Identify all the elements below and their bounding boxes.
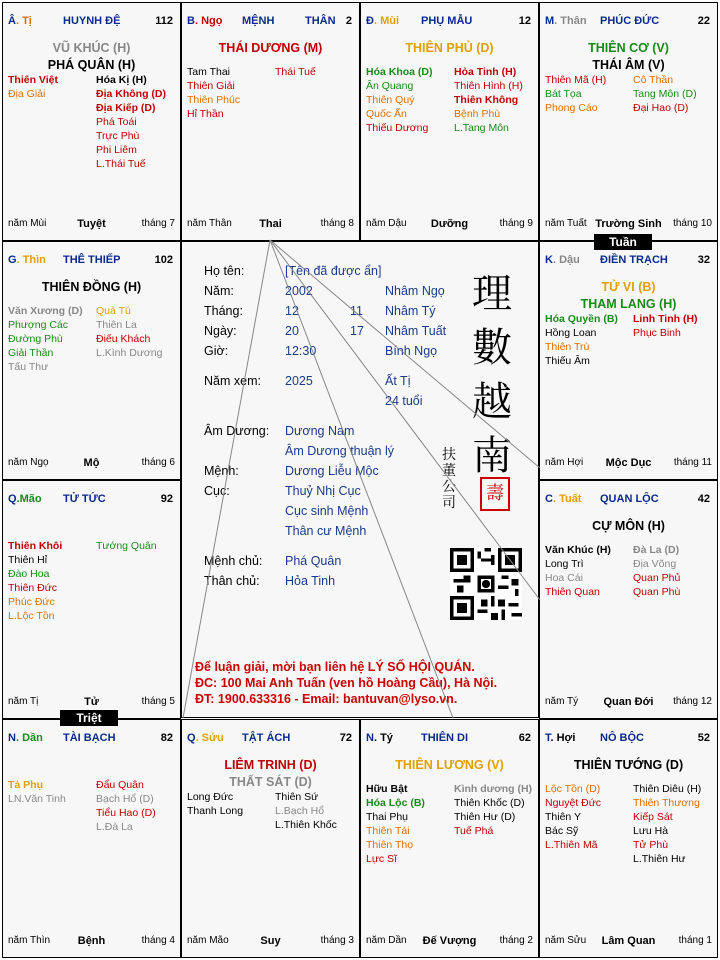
palace-name: PHÚC ĐỨC: [600, 15, 660, 27]
minor-star: L.Tang Môn: [454, 122, 509, 134]
main-star: THAM LANG (H): [580, 297, 677, 311]
palace-name: THIÊN DI: [421, 732, 469, 744]
minor-star: Tử Phù: [633, 839, 669, 851]
day-label: Ngày:: [204, 324, 237, 338]
minor-star: Hỉ Thần: [187, 108, 224, 120]
right-star-list: [96, 539, 157, 553]
qr-code[interactable]: [450, 548, 522, 620]
palace-number: 102: [154, 254, 173, 266]
main-star: THẤT SÁT (D): [229, 775, 312, 789]
palace-footer: [545, 696, 712, 710]
month-label: tháng 6: [141, 457, 175, 468]
than-chu-value: Hỏa Tinh: [285, 574, 336, 588]
minor-star: Thiên Thọ: [366, 839, 414, 851]
month-label: tháng 8: [320, 218, 354, 229]
minor-star: Hóa Quyền (B): [545, 313, 618, 325]
hour-label: Giờ:: [204, 344, 229, 358]
palace-tuat[interactable]: [539, 480, 718, 719]
palace-ti[interactable]: [2, 2, 181, 241]
minor-star: Đẩu Quân: [96, 779, 144, 791]
branch-label: B. Ngọ: [187, 15, 223, 27]
branch-label: Q.Mão: [8, 493, 42, 505]
minor-star: Đại Hao (D): [633, 102, 689, 114]
minor-star: Bác Sỹ: [545, 825, 579, 837]
minor-star: Thai Phụ: [366, 811, 409, 823]
palace-footer: [187, 218, 354, 232]
right-star-list: [96, 73, 166, 171]
palace-name: NÔ BỘC: [600, 732, 644, 744]
company-calligraphy: 扶董公司: [442, 447, 456, 511]
star-columns: [187, 65, 354, 215]
month-label: Tháng:: [204, 304, 243, 318]
main-star: THIÊN TƯỚNG (D): [573, 758, 684, 772]
menh-value: Dương Liễu Mộc: [285, 464, 379, 478]
star-columns: [8, 778, 175, 928]
month-label: tháng 2: [499, 935, 533, 946]
contact-line-2: ĐC: 100 Mai Anh Tuấn (ven hồ Hoàng Cầu), Hà Nội.: [195, 676, 498, 690]
palace-ty[interactable]: [360, 719, 539, 958]
minor-star: Thiên Mã (H): [545, 74, 607, 86]
life-stage: Lâm Quan: [601, 935, 656, 947]
main-star: LIÊM TRINH (D): [224, 758, 317, 772]
minor-star: Linh Tinh (H): [633, 313, 698, 325]
minor-star: Thiên Việt: [8, 74, 58, 86]
month-label: tháng 7: [141, 218, 175, 229]
palace-name: PHỤ MẪU: [421, 15, 473, 27]
palace-footer: [545, 935, 712, 949]
left-star-list: [8, 539, 62, 623]
main-star: THIÊN LƯƠNG (V): [395, 758, 504, 772]
minor-star: Địa Không (D): [96, 88, 166, 100]
minor-star: L.Kình Dương: [96, 347, 163, 359]
year-label: năm Tuất: [545, 218, 587, 229]
minor-star: Phong Cáo: [545, 102, 598, 114]
palace-number: 52: [697, 732, 710, 744]
minor-star: Quốc Ấn: [366, 108, 407, 120]
palace-name: THÊ THIẾP: [63, 254, 121, 266]
star-columns: [8, 304, 175, 454]
name-row: Họ tên:: [204, 264, 245, 278]
palace-header: [545, 732, 712, 746]
minor-star: Tiểu Hao (D): [96, 807, 156, 819]
minor-star: Thiên La: [96, 319, 137, 331]
minor-star: Thiên Tài: [366, 825, 410, 837]
left-star-list: [366, 782, 425, 866]
left-star-list: [545, 782, 601, 852]
year-label: năm Hợi: [545, 457, 584, 468]
minor-star: Phục Binh: [633, 327, 681, 339]
year-label: năm Thìn: [8, 935, 51, 946]
month-label: tháng 3: [320, 935, 354, 946]
palace-header: [545, 254, 712, 268]
minor-star: Thiên Không: [454, 94, 519, 106]
palace-than[interactable]: [539, 2, 718, 241]
left-star-list: [545, 312, 618, 368]
palace-footer: [8, 935, 175, 949]
left-star-list: [187, 65, 240, 121]
branch-label: T. Hợi: [545, 732, 576, 744]
minor-star: Bạch Hổ (D): [96, 793, 154, 805]
palace-footer: [8, 218, 175, 232]
right-star-list: [454, 782, 532, 838]
palace-footer: [366, 218, 533, 232]
main-star: THÁI ÂM (V): [592, 58, 665, 72]
view-year-value: 2025: [285, 374, 313, 388]
minor-star: Thiên Diêu (H): [633, 783, 702, 795]
minor-star: Tấu Thư: [8, 361, 49, 373]
minor-star: Long Trì: [545, 558, 584, 570]
month-lunar: 11: [350, 304, 363, 318]
year-label: năm Ngọ: [8, 457, 49, 468]
minor-star: Tướng Quân: [96, 540, 157, 552]
minor-star: Hồng Loan: [545, 327, 597, 339]
left-star-list: [545, 543, 611, 599]
star-columns: [366, 782, 533, 932]
palace-dau[interactable]: [539, 241, 718, 480]
cuc-value: Thuỷ Nhị Cục: [285, 484, 361, 498]
palace-number: 72: [339, 732, 352, 744]
year-label: năm Thân: [187, 218, 232, 229]
minor-star: Hữu Bật: [366, 783, 408, 795]
star-columns: [366, 65, 533, 215]
branch-label: Q. Sửu: [187, 732, 224, 744]
contact-line-1: Để luận giải, mời bạn liên hệ LÝ SỐ HỘI QUÁN.: [195, 660, 475, 674]
palace-number: 62: [518, 732, 531, 744]
palace-number: 32: [697, 254, 710, 266]
minor-star: Quả Tú: [96, 305, 131, 317]
palace-header: [545, 493, 712, 507]
right-star-list: [633, 312, 698, 340]
palace-header: [8, 15, 175, 29]
minor-star: Thiên Phúc: [187, 94, 241, 106]
minor-star: Thiên Hư (D): [454, 811, 516, 823]
palace-name: ĐIỀN TRẠCH: [600, 254, 668, 266]
palace-dan[interactable]: [2, 719, 181, 958]
right-star-list: [633, 543, 680, 599]
minor-star: Hóa Lộc (B): [366, 797, 425, 809]
minor-star: LN.Văn Tinh: [8, 793, 66, 805]
minor-star: Thiên Khốc (D): [454, 797, 525, 809]
life-stage: Tử: [84, 696, 99, 708]
right-star-list: [275, 790, 337, 832]
minor-star: Thiên Hình (H): [454, 80, 523, 92]
month-label: tháng 11: [673, 457, 712, 468]
minor-star: L.Bạch Hổ: [275, 805, 325, 817]
triet-tag: Triệt: [60, 710, 118, 726]
minor-star: Địa Giải: [8, 88, 46, 100]
minor-star: Văn Xương (D): [8, 305, 83, 317]
palace-header: [366, 732, 533, 746]
minor-star: Địa Võng: [633, 558, 677, 570]
minor-star: Thiếu Âm: [545, 355, 590, 367]
menh-chu-label: Mệnh chủ:: [204, 554, 263, 568]
minor-star: L.Thái Tuế: [96, 158, 146, 170]
year-can: Nhâm Ngọ: [385, 284, 445, 298]
palace-number: 2: [345, 15, 352, 27]
left-star-list: [545, 73, 606, 115]
minor-star: Đào Hoa: [8, 568, 50, 580]
star-columns: [545, 543, 712, 693]
minor-star: Đường Phù: [8, 333, 63, 345]
minor-star: Thiên Đức: [8, 582, 58, 594]
minor-star: Thanh Long: [187, 805, 244, 817]
right-star-list: [454, 65, 523, 135]
life-stage: Quan Đới: [603, 696, 654, 708]
palace-footer: [545, 457, 712, 471]
minor-star: L.Thiên Khốc: [275, 819, 337, 831]
life-stage: Mộc Dục: [605, 457, 652, 469]
minor-star: Văn Khúc (H): [545, 544, 611, 556]
palace-header: [8, 254, 175, 268]
palace-number: 82: [160, 732, 173, 744]
minor-star: Hoa Cái: [545, 572, 583, 584]
minor-star: Lưu Hà: [633, 825, 669, 837]
palace-number: 92: [160, 493, 173, 505]
center-info-panel: [181, 241, 539, 718]
minor-star: Tả Phụ: [8, 779, 44, 791]
minor-star: Thiên Trù: [545, 341, 590, 353]
branch-label: G. Thìn: [8, 254, 46, 266]
cuc-label: Cục:: [204, 484, 230, 498]
amduong-label: Âm Dương:: [204, 424, 270, 438]
life-stage: Bệnh: [77, 935, 106, 947]
minor-star: Nguyệt Đức: [545, 797, 602, 809]
name-value: [Tên đã được ẩn]: [285, 264, 382, 278]
menh-chu-value: Phá Quân: [285, 554, 342, 568]
month-can: Nhâm Tý: [385, 304, 436, 318]
palace-footer: [545, 218, 712, 232]
branch-label: C. Tuất: [545, 493, 582, 505]
left-star-list: [366, 65, 433, 135]
minor-star: Địa Kiếp (D): [96, 102, 156, 114]
minor-star: Bát Tọa: [545, 88, 582, 100]
main-star: THÁI DƯƠNG (M): [218, 41, 323, 55]
branch-label: N. Tý: [366, 732, 393, 744]
month-label: tháng 5: [141, 696, 175, 707]
minor-star: Quan Phù: [633, 586, 681, 598]
life-stage: Đế Vượng: [422, 935, 477, 947]
palace-name: TÀI BẠCH: [63, 732, 116, 744]
minor-star: Tang Môn (D): [633, 88, 697, 100]
main-star: CỰ MÔN (H): [592, 519, 665, 533]
main-star: THIÊN ĐỒNG (H): [41, 280, 142, 294]
palace-name: TỬ TỨC: [63, 493, 106, 505]
minor-star: L.Đà La: [96, 821, 133, 833]
minor-star: Hóa Khoa (D): [366, 66, 433, 78]
minor-star: Thiên Giải: [187, 80, 235, 92]
main-star: PHÁ QUÂN (H): [47, 58, 136, 72]
cuc-note-2: Thân cư Mệnh: [285, 524, 367, 538]
life-stage: Thai: [259, 218, 282, 230]
palace-header: [8, 493, 175, 507]
year-label: Năm:: [204, 284, 234, 298]
right-star-list: [96, 778, 156, 834]
month-label: tháng 4: [141, 935, 175, 946]
palace-number: 12: [518, 15, 531, 27]
palace-number: 22: [697, 15, 710, 27]
palace-name: TẬT ÁCH: [242, 732, 291, 744]
palace-number: 112: [155, 15, 173, 27]
minor-star: Kiếp Sát: [633, 811, 673, 823]
red-seal: 壽: [480, 477, 510, 511]
minor-star: L.Thiên Mã: [545, 839, 598, 851]
star-columns: [545, 782, 712, 932]
minor-star: Giải Thần: [8, 347, 54, 359]
life-stage: Mộ: [83, 457, 100, 469]
left-star-list: [8, 304, 83, 374]
minor-star: Thiên Thương: [633, 797, 700, 809]
year-label: năm Sửu: [545, 935, 587, 946]
minor-star: Thiên Y: [545, 811, 581, 823]
main-star: THIÊN CƠ (V): [588, 41, 669, 55]
minor-star: Ân Quang: [366, 80, 414, 92]
star-columns: [8, 539, 175, 689]
calligraphy-logo: 理數越南: [472, 271, 512, 479]
palace-footer: [8, 457, 175, 471]
palace-header: [545, 15, 712, 29]
palace-name: QUAN LỘC: [600, 493, 659, 505]
hour-value: 12:30: [285, 344, 317, 358]
than-chu-label: Thân chủ:: [204, 574, 260, 588]
day-lunar: 17: [350, 324, 364, 338]
tuan-tag: Tuần: [594, 234, 652, 250]
minor-star: Phá Toái: [96, 116, 137, 128]
minor-star: Trực Phù: [96, 130, 140, 142]
day-can: Nhâm Tuất: [385, 324, 447, 338]
view-year-label: Năm xem:: [204, 374, 261, 388]
life-stage: Tuyệt: [77, 218, 106, 230]
hour-can: Bính Ngọ: [385, 344, 438, 358]
menh-label: Mệnh:: [204, 464, 239, 478]
minor-star: Tam Thai: [187, 66, 230, 78]
star-columns: [187, 790, 354, 940]
minor-star: Đà La (D): [633, 544, 680, 556]
minor-star: Tuế Phá: [454, 825, 494, 837]
palace-mui[interactable]: [360, 2, 539, 241]
minor-star: Thái Tuế: [275, 66, 316, 78]
palace-name: HUYNH ĐỆ: [63, 15, 121, 27]
than-marker: THÂN: [305, 15, 336, 27]
left-star-list: [8, 778, 66, 806]
star-columns: [545, 312, 712, 462]
minor-star: Điếu Khách: [96, 333, 151, 345]
branch-label: M. Thân: [545, 15, 587, 27]
minor-star: Thiên Hỉ: [8, 554, 48, 566]
year-value: 2002: [285, 284, 313, 298]
palace-header: [8, 732, 175, 746]
minor-star: Thiên Sứ: [275, 791, 319, 803]
right-star-list: [633, 782, 701, 866]
minor-star: Thiên Khôi: [8, 540, 63, 552]
minor-star: Quan Phủ: [633, 572, 681, 584]
palace-ngo[interactable]: [181, 2, 360, 241]
life-stage: Trường Sinh: [595, 218, 662, 230]
star-columns: [545, 73, 712, 223]
contact-line-3: ĐT: 1900.633316 - Email: bantuvan@lyso.vn.: [195, 692, 458, 706]
minor-star: Cô Thần: [633, 74, 674, 86]
minor-star: Lộc Tồn (D): [545, 783, 601, 795]
minor-star: Lực Sĩ: [366, 853, 397, 865]
palace-hoi[interactable]: [539, 719, 718, 958]
branch-label: N. Dần: [8, 732, 43, 744]
palace-thin[interactable]: [2, 241, 181, 480]
main-star: TỬ VI (B): [601, 280, 656, 294]
year-label: năm Tý: [545, 696, 579, 707]
year-label: năm Mão: [187, 935, 229, 946]
minor-star: Phượng Các: [8, 319, 69, 331]
year-label: năm Tị: [8, 696, 39, 707]
year-label: năm Dần: [366, 935, 407, 946]
minor-star: Hỏa Tinh (H): [454, 66, 517, 78]
minor-star: Kình dương (H): [454, 783, 533, 795]
cuc-note-1: Cục sinh Mệnh: [285, 504, 369, 518]
main-star: THIÊN PHỦ (D): [405, 41, 494, 55]
palace-header: [187, 732, 354, 746]
palace-footer: [366, 935, 533, 949]
day-value: 20: [285, 324, 299, 338]
palace-header: [366, 15, 533, 29]
amduong-note: Âm Dương thuận lý: [285, 444, 394, 458]
view-year-can: Ất Tị: [385, 374, 411, 388]
minor-star: L.Thiên Hư: [633, 853, 686, 865]
star-columns: [8, 73, 175, 223]
year-label: năm Dậu: [366, 218, 407, 229]
minor-star: Thiên Quan: [545, 586, 600, 598]
year-label: năm Mùi: [8, 218, 47, 229]
amduong-value: Dương Nam: [285, 424, 355, 438]
minor-star: Thiếu Dương: [366, 122, 429, 134]
palace-suu[interactable]: [181, 719, 360, 958]
main-star: VŨ KHÚC (H): [52, 41, 131, 55]
life-stage: Dưỡng: [430, 218, 469, 230]
month-label: tháng 10: [673, 218, 712, 229]
life-stage: Suy: [260, 935, 281, 947]
right-star-list: [96, 304, 162, 360]
right-star-list: [633, 73, 697, 115]
branch-label: Đ. Mùi: [366, 15, 400, 27]
age-value: 24 tuổi: [385, 394, 423, 408]
month-value: 12: [285, 304, 299, 318]
palace-footer: [8, 696, 175, 710]
left-star-list: [187, 790, 243, 818]
palace-number: 42: [697, 493, 710, 505]
month-label: tháng 12: [673, 696, 712, 707]
minor-star: Thiên Quý: [366, 94, 415, 106]
minor-star: L.Lộc Tồn: [8, 610, 55, 622]
minor-star: Phi Liêm: [96, 144, 137, 156]
left-star-list: [8, 73, 58, 101]
minor-star: Long Đức: [187, 791, 234, 803]
month-label: tháng 9: [499, 218, 533, 229]
minor-star: Hóa Kị (H): [96, 74, 147, 86]
palace-header: [187, 15, 354, 29]
minor-star: Phúc Đức: [8, 596, 55, 608]
minor-star: Bệnh Phù: [454, 108, 501, 120]
branch-label: Â. Tị: [8, 15, 32, 27]
palace-mao[interactable]: [2, 480, 181, 719]
branch-label: K. Dậu: [545, 254, 580, 266]
palace-footer: [187, 935, 354, 949]
right-star-list: [275, 65, 316, 79]
month-label: tháng 1: [678, 935, 712, 946]
palace-name: MỆNH: [242, 15, 275, 27]
